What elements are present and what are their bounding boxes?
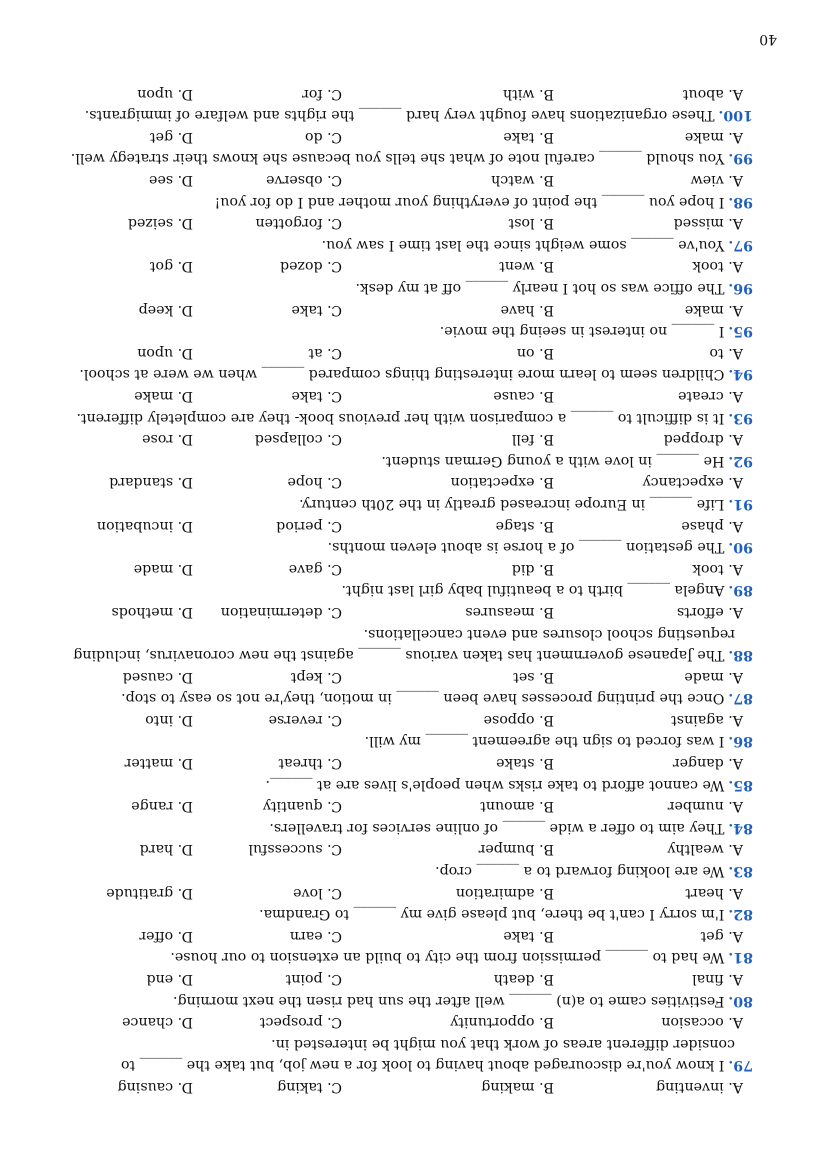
question-text: Life ______ in Europe increased greatly in the 20th century. (299, 495, 725, 512)
answer-options (63, 967, 753, 989)
answer-option: D. methods (111, 603, 193, 620)
answer-option: B. went (499, 258, 554, 275)
question-number: 81. (728, 949, 753, 966)
answer-option: A. inventing (656, 1079, 743, 1095)
question-number: 95. (728, 323, 753, 340)
answer-option: C. taking (277, 1079, 342, 1095)
question-item (63, 298, 753, 341)
question-number: 96. (728, 280, 753, 297)
question-number: 92. (728, 452, 753, 469)
question-stem (63, 1032, 753, 1075)
question-text: We are looking forward to a ______ crop. (435, 863, 725, 880)
answer-options (63, 881, 753, 903)
question-text: He ______ in love with a young German student. (381, 452, 725, 469)
answer-option: D. gratitude (106, 884, 193, 901)
question-number: 87. (728, 690, 753, 707)
answer-option: D. upon (137, 344, 193, 361)
answer-option: A. to (709, 344, 743, 361)
answer-option: B. on (516, 344, 554, 361)
question-stem (63, 816, 753, 838)
answer-option: A. missed (673, 215, 743, 232)
answer-option: A. occasion (661, 1014, 743, 1031)
question-number: 79. (728, 1057, 753, 1074)
question-item (63, 384, 753, 427)
answer-option: D. keep (138, 301, 193, 318)
answer-option: B. cause (493, 388, 554, 404)
question-item (63, 708, 753, 751)
answer-option: C. quantity (262, 798, 342, 815)
question-text: Children seem to learn more interesting things compared ______ when we were at school. (79, 366, 725, 383)
question-item (63, 600, 753, 665)
answer-options (63, 1075, 753, 1097)
answer-option: B. expectation (450, 474, 554, 491)
answer-option: D. standard (109, 474, 193, 491)
question-text: They aim to offer a wide ______ of online services for travellers. (269, 819, 725, 836)
answer-option: C. take (291, 301, 342, 318)
question-item (63, 341, 753, 384)
answer-option: B. opportunity (450, 1014, 554, 1031)
question-item (63, 967, 753, 1010)
answer-option: B. lost (508, 215, 554, 232)
answer-option: B. watch (491, 172, 554, 189)
question-item (63, 838, 753, 881)
question-stem (63, 946, 753, 968)
answer-options (63, 795, 753, 817)
answer-option: C. earn (289, 927, 342, 944)
question-item (63, 924, 753, 967)
question-stem (63, 859, 753, 881)
answer-option: A. wealthy (667, 841, 743, 858)
answer-option: A. heart (685, 884, 743, 901)
question-number: 83. (728, 863, 753, 880)
answer-option: C. threat (278, 755, 342, 772)
question-stem (63, 989, 753, 1011)
question-text: Once the printing processes have been ______ in motion, they're not so easy to stop. (121, 690, 725, 707)
answer-option: D. into (145, 711, 193, 728)
answer-option: B. take (503, 927, 554, 944)
question-number: 86. (728, 733, 753, 750)
question-number: 82. (728, 906, 753, 923)
answer-option: C. reverse (268, 711, 342, 728)
answer-option: D. range (131, 798, 193, 815)
answer-option: A. took (692, 258, 743, 275)
answer-options (63, 168, 753, 190)
question-item (63, 881, 753, 924)
question-item (63, 212, 753, 255)
question-number: 100. (718, 107, 753, 124)
answer-option: A. dropped (663, 431, 743, 448)
answer-option: C. for (302, 85, 342, 102)
question-item (63, 255, 753, 298)
answer-option: C. hope (287, 474, 342, 491)
question-text: Angela ______ birth to a beautiful baby girl last night. (341, 582, 725, 599)
answer-option: C. forgotten (255, 215, 342, 232)
question-number: 85. (728, 776, 753, 793)
question-stem (63, 406, 753, 428)
answer-option: D. get (149, 128, 193, 145)
question-text: I was forced to sign the agreement ______ my will. (364, 733, 725, 750)
answer-option: A. phase (681, 517, 743, 534)
answer-option: A. make (684, 301, 743, 318)
answer-option: A. danger (672, 755, 743, 772)
answer-option: B. amount (480, 798, 554, 815)
answer-option: D. upon (137, 85, 193, 102)
answer-options (63, 255, 753, 277)
question-item (63, 514, 753, 557)
answer-options (63, 341, 753, 363)
answer-option: D. make (134, 388, 193, 404)
answer-option: C. take (291, 388, 342, 404)
question-number: 88. (728, 647, 753, 664)
answer-option: A. view (690, 172, 743, 189)
answer-option: C. determination (220, 603, 342, 620)
answer-options (63, 600, 753, 622)
answer-options (63, 665, 753, 687)
question-stem (63, 190, 753, 212)
question-stem (63, 276, 753, 298)
question-text: The Japanese government has taken various ______ against the new coronavirus, including requesting school closures and event cancellations. (73, 625, 735, 664)
question-number: 94. (728, 366, 753, 383)
question-text: You've ______ some weight since the last time I saw you. (321, 236, 725, 253)
answer-option: B. bumper (478, 841, 554, 858)
question-stem (63, 622, 753, 665)
answer-option: B. oppose (483, 711, 554, 728)
answer-option: B. stake (496, 755, 554, 772)
question-item (63, 82, 753, 125)
question-number: 89. (728, 582, 753, 599)
answer-option: B. making (481, 1079, 554, 1095)
answer-options (63, 471, 753, 493)
answer-option: A. create (678, 388, 743, 404)
answer-option: A. took (692, 560, 743, 577)
question-text: It is difficult to ______ a comparison with her previous book- they are completely different. (76, 409, 725, 426)
question-item (63, 125, 753, 168)
answer-options (63, 514, 753, 536)
question-number: 84. (728, 819, 753, 836)
question-text: We had to ______ permission from the city to build an extension to our house. (170, 949, 725, 966)
question-stem (63, 536, 753, 558)
question-stem (63, 320, 753, 342)
answer-option: B. did (511, 560, 554, 577)
answer-options (63, 384, 753, 406)
answer-options (63, 838, 753, 860)
answer-option: D. chance (122, 1014, 193, 1031)
answer-option: D. matter (124, 755, 193, 772)
answer-option: D. see (149, 172, 193, 189)
answer-option: D. causing (117, 1079, 193, 1095)
answer-option: C. observe (266, 172, 342, 189)
answer-option: D. seized (127, 215, 193, 232)
answer-option: A. number (667, 798, 743, 815)
answer-option: C. prospect (259, 1014, 342, 1031)
question-text: We cannot afford to take risks when people's lives are at ______. (265, 776, 725, 793)
answer-option: D. made (133, 560, 193, 577)
page-number: 40 (759, 31, 777, 47)
question-text: You should ______ careful note of what she tells you because she knows their strategy well. (70, 150, 725, 167)
answer-option: A. about (682, 85, 743, 102)
question-text: The gestation ______ of a horse is about eleven months. (327, 539, 725, 556)
answer-option: B. admiration (455, 884, 554, 901)
answer-option: D. offer (139, 927, 193, 944)
answer-options (63, 1011, 753, 1033)
answer-option: A. make (684, 128, 743, 145)
question-item (63, 168, 753, 211)
answer-option: A. efforts (676, 603, 743, 620)
question-number: 93. (728, 409, 753, 426)
answer-options (63, 557, 753, 579)
answer-option: A. get (700, 927, 743, 944)
answer-option: C. dozed (280, 258, 342, 275)
question-stem (63, 730, 753, 752)
answer-option: C. collapsed (254, 431, 342, 448)
answer-options (63, 212, 753, 234)
answer-option: D. incubation (96, 517, 193, 534)
question-stem (63, 903, 753, 925)
question-number: 90. (728, 539, 753, 556)
question-stem (63, 579, 753, 601)
question-item (63, 1011, 753, 1076)
answer-option: C. kept (290, 668, 342, 685)
question-text: I ______ no interest in seeing the movie. (439, 323, 725, 340)
answer-option: B. take (503, 128, 554, 145)
question-text: These organizations have fought very hard ______ the rights and welfare of immigrants. (84, 107, 715, 124)
answer-options (63, 708, 753, 730)
answer-option: B. measures (465, 603, 554, 620)
answer-option: A. made (684, 668, 743, 685)
answer-option: A. final (692, 971, 743, 988)
answer-options (63, 298, 753, 320)
answer-option: C. successful (248, 841, 342, 858)
answer-option: B. stage (495, 517, 554, 534)
answer-option: B. death (493, 971, 554, 988)
answer-option: A. expectancy (642, 474, 743, 491)
question-stem (63, 363, 753, 385)
question-stem (63, 449, 753, 471)
answer-options (63, 82, 753, 104)
answer-option: B. set (513, 668, 554, 685)
question-item (63, 1075, 753, 1097)
answer-option: C. gave (288, 560, 342, 577)
answer-option: C. do (305, 128, 342, 145)
question-item (63, 752, 753, 795)
answer-options (63, 125, 753, 147)
question-text: I'm sorry I can't be there, but please give my ______ to Grandma. (259, 906, 725, 923)
question-number: 97. (728, 236, 753, 253)
answer-option: B. have (500, 301, 554, 318)
answer-option: D. rose (142, 431, 193, 448)
question-text: Festivities came to a(n) ______ well after the sun had risen the next morning. (173, 992, 725, 1009)
question-stem (63, 773, 753, 795)
question-stem (63, 147, 753, 169)
question-number: 91. (728, 495, 753, 512)
answer-options (63, 924, 753, 946)
answer-options (63, 428, 753, 450)
answer-option: D. hard (139, 841, 193, 858)
answer-option: C. point (285, 971, 342, 988)
question-text: The office was so hot I nearly ______ off at my desk. (355, 280, 725, 297)
answer-option: C. love (293, 884, 342, 901)
question-item (63, 795, 753, 838)
answer-option: D. got (149, 258, 193, 275)
question-stem (63, 233, 753, 255)
question-text: I know you're discouraged about having to look for a new job, but take the ______ to consider different areas of work that you might be interested in. (120, 1035, 735, 1074)
answer-option: B. with (503, 85, 554, 102)
answer-option: B. fell (511, 431, 554, 448)
question-stem (63, 687, 753, 709)
question-item (63, 428, 753, 471)
answer-option: C. period (276, 517, 342, 534)
question-item (63, 557, 753, 600)
question-stem (63, 104, 753, 126)
question-item (63, 471, 753, 514)
question-list (63, 82, 753, 1097)
answer-option: C. at (308, 344, 342, 361)
question-number: 99. (728, 150, 753, 167)
answer-options (63, 752, 753, 774)
question-number: 98. (728, 193, 753, 210)
question-number: 80. (728, 992, 753, 1009)
answer-option: D. end (146, 971, 193, 988)
answer-option: A. against (671, 711, 743, 728)
question-stem (63, 492, 753, 514)
question-text: I hope you ______ the point of everything your mother and I do for you! (214, 193, 725, 210)
answer-option: D. caused (122, 668, 193, 685)
question-item (63, 665, 753, 708)
